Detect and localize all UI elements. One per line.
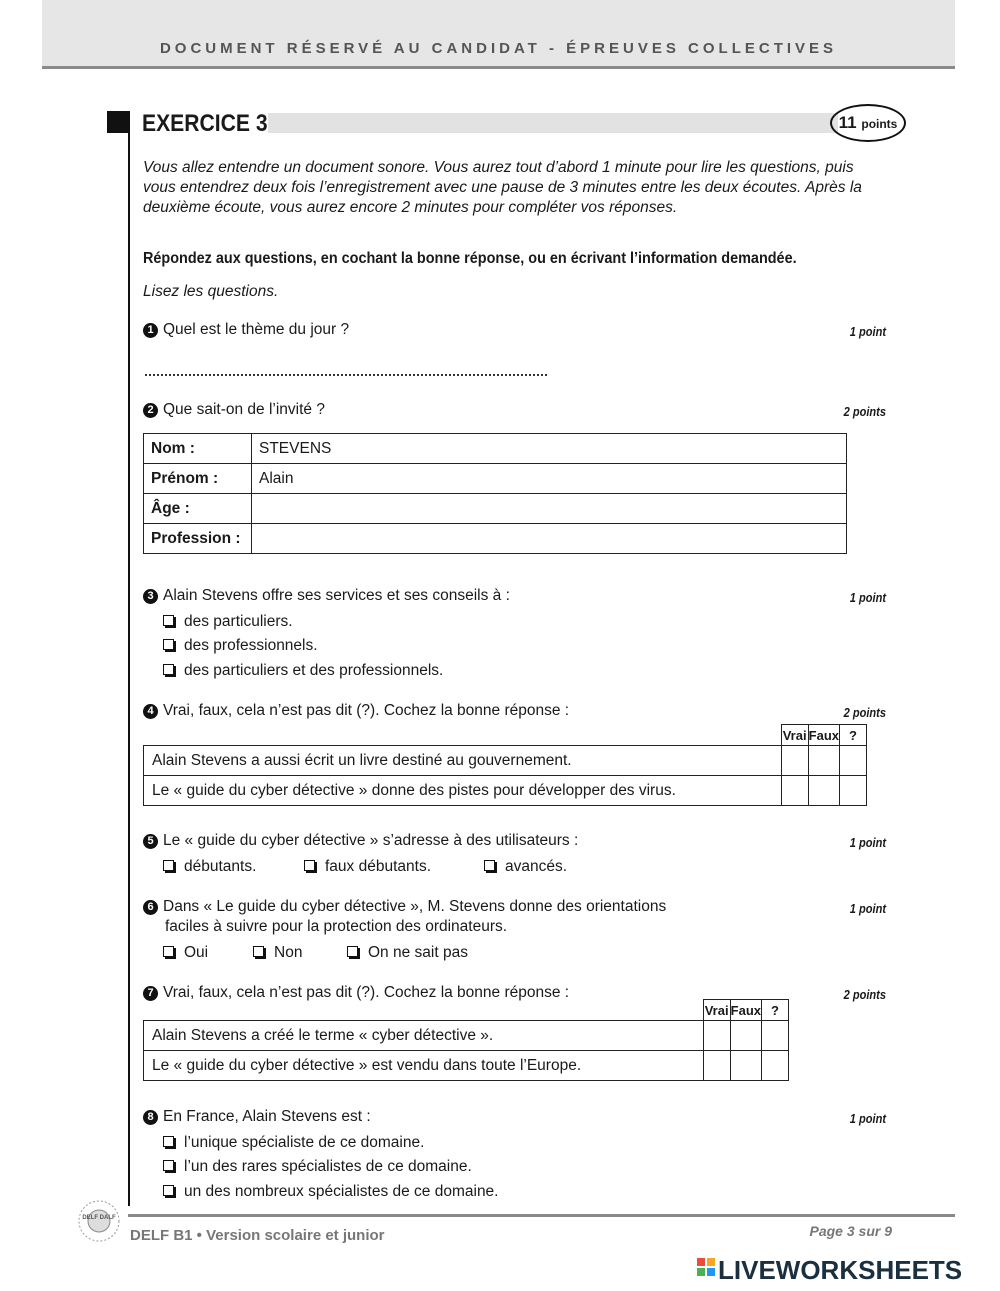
question-number: 1	[143, 323, 158, 338]
check-cell-vrai[interactable]	[781, 746, 808, 776]
check-cell-vrai[interactable]	[703, 1021, 730, 1051]
read-questions-text: Lisez les questions.	[143, 283, 279, 300]
checkbox-icon	[484, 860, 495, 871]
instruction-text: Répondez aux questions, en cochant la bonne réponse, ou en écrivant l’information demandée.	[143, 250, 797, 267]
q4-true-false-table	[143, 724, 867, 806]
table-row	[144, 464, 847, 494]
guest-info-table	[143, 433, 847, 554]
table-row	[144, 524, 847, 554]
check-cell-vrai[interactable]	[703, 1051, 730, 1081]
question-6-line-2: faciles à suivre pour la protection des ordinateurs.	[165, 918, 508, 935]
svg-text:DELF DALF: DELF DALF	[82, 1215, 116, 1221]
check-cell-unknown[interactable]	[762, 1021, 789, 1051]
checkbox-icon	[163, 860, 174, 871]
liveworksheets-watermark: LIVEWORKSHEETS	[696, 1255, 962, 1285]
exercise-marker	[107, 111, 129, 133]
delf-dalf-logo-icon	[76, 1198, 122, 1244]
checkbox-icon	[163, 615, 174, 626]
table-row	[144, 746, 867, 776]
question-3: 3 Alain Stevens offre ses services et ses conseils à :	[143, 587, 510, 605]
checkbox-icon	[163, 1160, 174, 1171]
exercise-title: EXERCICE 3	[142, 110, 268, 137]
q6-option-oui[interactable]: Oui	[163, 944, 208, 962]
page-number: Page 3 sur 9	[809, 1223, 892, 1239]
q5-option-2[interactable]: faux débutants.	[304, 858, 431, 876]
answer-cell-profession[interactable]	[252, 524, 847, 554]
statement: Le « guide du cyber détective » est vendu dans toute l’Europe.	[144, 1051, 704, 1081]
exercise-points-badge: 11 points	[830, 104, 906, 142]
question-number: 2	[143, 403, 158, 418]
q3-option-1[interactable]: des particuliers.	[163, 613, 293, 631]
q3-option-3[interactable]: des particuliers et des professionnels.	[163, 662, 443, 680]
question-1-points: 1 point	[849, 324, 886, 339]
table-row	[144, 494, 847, 524]
question-5-points: 1 point	[849, 835, 886, 850]
question-6: 6 Dans « Le guide du cyber détective », M. Stevens donne des orientations	[143, 898, 666, 916]
checkbox-icon	[163, 664, 174, 675]
question-7-points: 2 points	[843, 987, 886, 1002]
question-3-points: 1 point	[849, 590, 886, 605]
header-vrai: Vrai	[703, 1000, 730, 1021]
question-8: 8 En France, Alain Stevens est :	[143, 1108, 371, 1126]
statement: Alain Stevens a aussi écrit un livre destiné au gouvernement.	[144, 746, 782, 776]
q5-option-1[interactable]: débutants.	[163, 858, 256, 876]
checkbox-icon	[253, 946, 264, 957]
q8-option-3[interactable]: un des nombreux spécialistes de ce domaine.	[163, 1183, 499, 1201]
footer-rule	[128, 1214, 955, 1217]
question-4-points: 2 points	[843, 705, 886, 720]
header-faux: Faux	[808, 725, 839, 746]
header-unknown: ?	[840, 725, 867, 746]
question-number: 7	[143, 986, 158, 1001]
check-cell-vrai[interactable]	[781, 776, 808, 806]
header-title: DOCUMENT RÉSERVÉ AU CANDIDAT - ÉPREUVES COLLECTIVES	[159, 40, 838, 57]
question-number: 6	[143, 900, 158, 915]
q7-true-false-table	[143, 999, 789, 1081]
check-cell-faux[interactable]	[730, 1021, 761, 1051]
q3-option-2[interactable]: des professionnels.	[163, 637, 318, 655]
statement: Alain Stevens a créé le terme « cyber détective ».	[144, 1021, 704, 1051]
check-cell-faux[interactable]	[808, 776, 839, 806]
intro-text: Vous allez entendre un document sonore. Vous aurez tout d’abord 1 minute pour lire les questions, puis vous entendrez deux fois l’enregistrement avec une pause de 3 minutes entre les deux écoutes. Après la deuxième écoute, vous aurez encore 2 minutes pour compléter vos réponses.	[143, 159, 862, 216]
question-8-points: 1 point	[849, 1111, 886, 1126]
row-label: Prénom :	[144, 464, 252, 494]
question-number: 5	[143, 834, 158, 849]
table-row	[144, 1021, 789, 1051]
checkbox-icon	[347, 946, 358, 957]
check-cell-faux[interactable]	[808, 746, 839, 776]
answer-cell-prenom[interactable]: Alain	[252, 464, 847, 494]
liveworksheets-logo-icon	[696, 1257, 718, 1277]
table-row	[144, 1051, 789, 1081]
checkbox-icon	[163, 1185, 174, 1196]
check-cell-faux[interactable]	[730, 1051, 761, 1081]
row-label: Âge :	[144, 494, 252, 524]
q8-option-2[interactable]: l’un des rares spécialistes de ce domaine.	[163, 1158, 472, 1176]
question-6-points: 1 point	[849, 901, 886, 916]
check-cell-unknown[interactable]	[762, 1051, 789, 1081]
header-unknown: ?	[762, 1000, 789, 1021]
checkbox-icon	[163, 946, 174, 957]
question-2-points: 2 points	[843, 404, 886, 419]
row-label: Profession :	[144, 524, 252, 554]
question-number: 3	[143, 589, 158, 604]
exercise-title-bar	[268, 113, 838, 133]
check-cell-unknown[interactable]	[840, 776, 867, 806]
question-4: 4 Vrai, faux, cela n’est pas dit (?). Cochez la bonne réponse :	[143, 702, 569, 720]
answer-line-q1[interactable]	[145, 374, 547, 376]
q8-option-1[interactable]: l’unique spécialiste de ce domaine.	[163, 1134, 424, 1152]
question-2: 2 Que sait-on de l’invité ?	[143, 401, 325, 419]
q5-option-3[interactable]: avancés.	[484, 858, 567, 876]
question-number: 8	[143, 1110, 158, 1125]
statement: Le « guide du cyber détective » donne des pistes pour développer des virus.	[144, 776, 782, 806]
answer-cell-age[interactable]	[252, 494, 847, 524]
header-vrai: Vrai	[781, 725, 808, 746]
row-label: Nom :	[144, 434, 252, 464]
footer-title: DELF B1 • Version scolaire et junior	[130, 1227, 385, 1244]
question-number: 4	[143, 704, 158, 719]
answer-cell-nom[interactable]: STEVENS	[252, 434, 847, 464]
question-7: 7 Vrai, faux, cela n’est pas dit (?). Cochez la bonne réponse :	[143, 984, 569, 1002]
check-cell-unknown[interactable]	[840, 746, 867, 776]
table-row	[144, 776, 867, 806]
question-1: 1 Quel est le thème du jour ?	[143, 321, 349, 339]
q6-option-non[interactable]: Non	[253, 944, 302, 962]
exercise-side-rule	[128, 111, 130, 1206]
checkbox-icon	[163, 639, 174, 650]
header-faux: Faux	[730, 1000, 761, 1021]
question-5: 5 Le « guide du cyber détective » s’adresse à des utilisateurs :	[143, 832, 578, 850]
header-band	[42, 0, 955, 69]
table-row	[144, 434, 847, 464]
checkbox-icon	[304, 860, 315, 871]
checkbox-icon	[163, 1136, 174, 1147]
q6-option-unknown[interactable]: On ne sait pas	[347, 944, 468, 962]
